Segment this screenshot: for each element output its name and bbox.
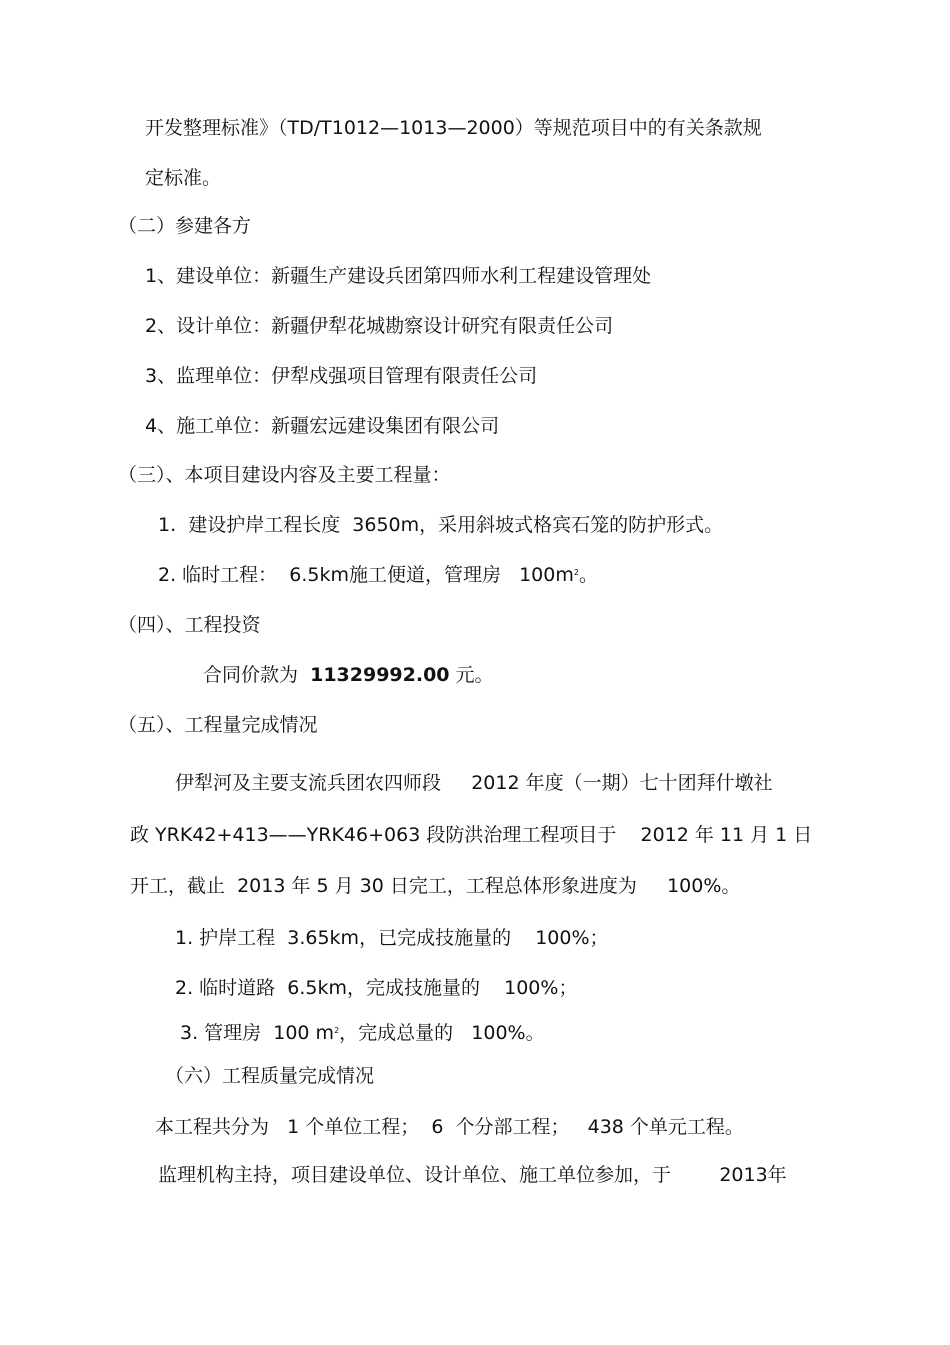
work-item: 1. 建设护岸工程长度 3650m，采用斜坡式格宾石笼的防护形式。 (158, 514, 724, 536)
section-heading-3: （三）、本项目建设内容及主要工程量： (118, 464, 451, 486)
participant-item: 3、监理单位：伊犁戍强项目管理有限责任公司 (145, 365, 538, 387)
contract-amount: 11329992.00 (310, 664, 450, 686)
investment-line (203, 662, 494, 688)
body-text-line: 政 YRK42+413——YRK46+063 段防洪治理工程项目于 2012 年 11 月 1 日 (130, 824, 813, 846)
work-item (158, 562, 598, 588)
section-heading-5: （五）、工程量完成情况 (118, 714, 318, 736)
completion-item (180, 1020, 545, 1046)
body-text-line: 监理机构主持，项目建设单位、设计单位、施工单位参加，于 2013年 (158, 1164, 787, 1186)
participant-item: 4、施工单位：新疆宏远建设集团有限公司 (145, 415, 500, 437)
section-heading-2: （二）参建各方 (118, 215, 252, 237)
work-item-text: 2. 临时工程： 6.5km施工便道，管理房 100m (158, 564, 574, 586)
section-heading-6: （六）工程质量完成情况 (165, 1065, 375, 1087)
investment-unit: 元。 (449, 664, 494, 686)
participant-item: 1、建设单位：新疆生产建设兵团第四师水利工程建设管理处 (145, 265, 652, 287)
body-text-line: 本工程共分为 1 个单位工程； 6 个分部工程； 438 个单元工程。 (155, 1116, 744, 1138)
completion-item: 2. 临时道路 6.5km，完成技施量的 100%； (175, 977, 578, 999)
participant-item: 2、设计单位：新疆伊犁花城勘察设计研究有限责任公司 (145, 315, 614, 337)
body-text-line: 定标准。 (145, 167, 222, 189)
completion-text: ，完成总量的 100%。 (339, 1022, 545, 1044)
body-text-line: 伊犁河及主要支流兵团农四师段 2012 年度（一期）七十团拜什墩社 (175, 772, 773, 794)
body-text-line: 开工，截止 2013 年 5 月 30 日完工，工程总体形象进度为 100%。 (130, 875, 741, 897)
superscript: 2 (573, 568, 579, 577)
completion-item: 1. 护岸工程 3.65km，已完成技施量的 100%； (175, 927, 609, 949)
superscript: 2 (334, 1026, 340, 1035)
investment-label: 合同价款为 (203, 664, 311, 686)
work-item-text: 。 (578, 564, 598, 586)
completion-text: 3. 管理房 100 m (180, 1022, 335, 1044)
body-text-line: 开发整理标准》（TD/T1012—1013—2000）等规范项目中的有关条款规 (145, 117, 762, 139)
section-heading-4: （四）、工程投资 (118, 614, 261, 636)
